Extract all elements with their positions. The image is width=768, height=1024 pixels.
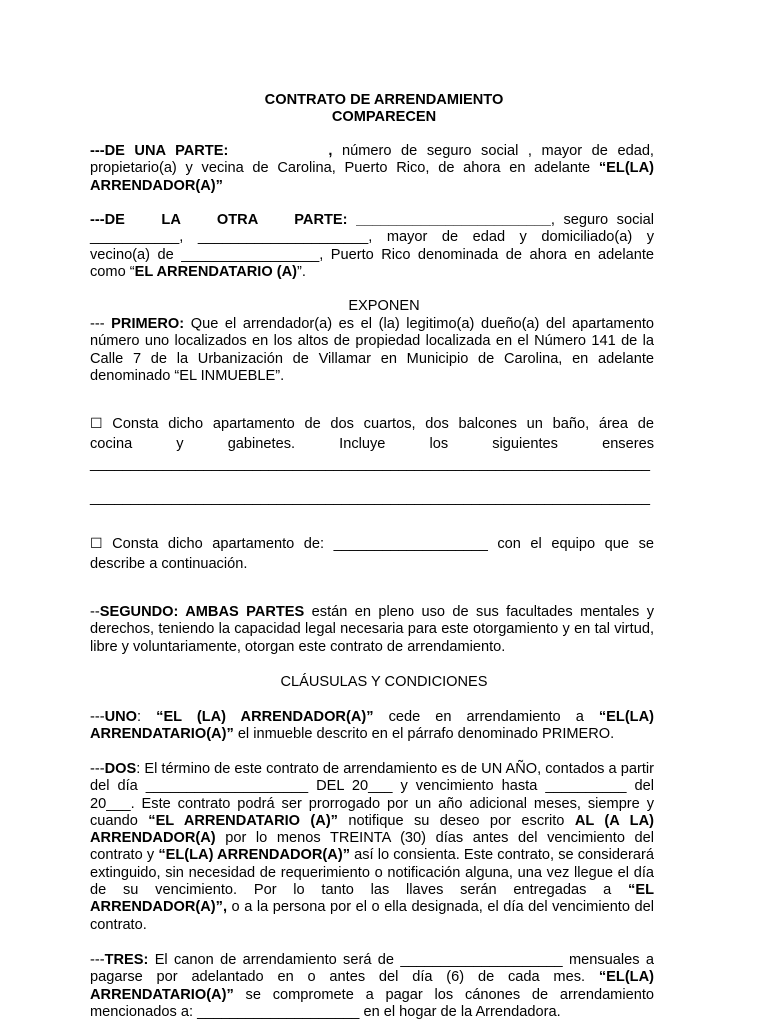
otra-parte-line-1-end: , seguro social [550,212,654,228]
una-parte-text: número de seguro social , mayor de edad, propietario(a) y vecina de Carolina, Puerto Rico, de ahora en adelante [90,143,654,177]
uno-prefix: --- [90,709,105,725]
dos-text-4: así lo consienta. Este contrato, se considerará extinguido, sin necesidad de requerimiento o notificación alguna, una vez llegue el día de su vencimiento. Por lo tanto las llaves serán entregadas a [90,847,655,899]
una-parte-label: ---DE UNA PARTE: [90,143,229,159]
dos-prefix: --- [90,761,105,777]
primero-text: Que el arrendador(a) es el (la) legitimo(a) dueño(a) del apartamento número uno localizados en los altos de propiedad localizada en el Número 141 de la Calle 7 de la Urbanización de Villamar en Municipio de Carolina, en adelante denominado “EL INMUEBLE”. [90,316,654,384]
dos-role-2: AL (A LA) ARRENDADOR(A) [90,812,654,847]
otra-parte-line-3: vecino(a) de _________________, Puerto Rico denominada de ahora en adelante [90,246,654,263]
primero-label: PRIMERO: [111,316,185,332]
una-parte-role: “EL(LA) ARRENDADOR(A)” [90,160,654,194]
otra-parte-name-blank: ________________________ [356,212,551,228]
consta-2-paragraph [90,534,654,574]
consta-1-line-2: cocina y gabinetes. Incluye los siguientes enseres [90,436,654,452]
exponen-heading: EXPONEN [348,298,420,314]
tres-text-1: El canon de arrendamiento será de ____________________ mensuales a pagarse por adelantado en o antes del día (6) de cada mes. [90,952,654,986]
tres-paragraph [90,952,654,1021]
tres-text-2: se compromete a pagar los cánones de arrendamiento mencionados a: ____________________ en el hogar de la Arrendadora. [90,986,654,1020]
segundo-label: SEGUNDO: AMBAS PARTES [99,604,305,620]
uno-paragraph [90,709,654,744]
consta-2-line-2: describe a continuación. [90,556,248,572]
dos-role-3: “EL(LA) ARRENDADOR(A)” [158,847,350,864]
segundo-prefix: -- [90,604,100,620]
consta-1-blank-line-1: _____________________________________________________________________ [90,456,651,472]
consta-1-line-1 [90,414,654,434]
consta-2-text-1: Consta dicho apartamento de: ___________________ con el equipo que se [112,536,654,552]
primero-paragraph [90,316,654,385]
consta-2-line-1 [90,534,654,554]
uno-colon: : [137,709,157,725]
otra-parte-line-2: ___________, _____________________, mayor de edad y domiciliado(a) y [90,229,654,246]
dos-text-2: notifique su deseo por escrito [337,812,575,829]
dos-paragraph [90,761,654,934]
una-parte-paragraph [90,143,654,195]
dos-role-1: “EL ARRENDATARIO (A)” [148,812,338,829]
primero-prefix: --- [90,316,112,332]
uno-text-2: el inmueble descrito en el párrafo denominado PRIMERO. [233,726,615,743]
dos-text-3: por lo menos TREINTA (30) días antes del vencimiento del contrato y [90,830,654,864]
tres-label: TRES: [104,952,149,968]
document-subtitle: COMPARECEN [331,109,437,125]
otra-parte-role: EL ARRENDATARIO (A) [134,263,298,280]
tres-role-1: “EL(LA) ARRENDATARIO(A)” [90,969,654,1003]
otra-parte-paragraph [90,212,654,281]
segundo-paragraph [90,604,654,656]
una-parte-comma: , [328,143,333,159]
consta-1-text-1: Consta dicho apartamento de dos cuartos, dos balcones un baño, área de [112,416,654,432]
checkbox-icon[interactable]: ☐ [90,536,103,552]
dos-label: DOS [104,761,137,777]
otra-parte-line-4-end: ”. [297,263,306,280]
otra-parte-line-4 [90,264,654,281]
tres-prefix: --- [90,952,105,968]
otra-parte-line-1 [90,212,654,229]
dos-role-4: “EL ARRENDADOR(A)”, [90,882,654,916]
clausulas-heading: CLÁUSULAS Y CONDICIONES [280,674,488,690]
segundo-text: están en pleno uso de sus facultades mentales y derechos, teniendo la capacidad legal necesaria para este otorgamiento y en tal virtud, libre y voluntariamente, otorgan este contrato de arrendamiento. [90,604,654,655]
otra-parte-line-4-start: como “ [90,263,135,280]
uno-role-2: “EL(LA) ARRENDATARIO(A)” [90,709,654,743]
dos-text-1: : El término de este contrato de arrendamiento es de UN AÑO, contados a partir del día ____________________ DEL 20___ y vencimiento hasta __________ del 20___. Este contrato podrá ser prorrogado por un año adicional meses, siempre y cuando [90,761,654,829]
uno-role-1: “EL (LA) ARRENDADOR(A)” [156,709,374,725]
uno-text-1: cede en arrendamiento a [373,709,599,725]
consta-1-blank-line-2: _____________________________________________________________________ [90,490,651,506]
otra-parte-label: ---DE LA OTRA PARTE: [90,212,348,228]
uno-label: UNO [104,709,138,725]
checkbox-icon[interactable]: ☐ [90,416,103,432]
dos-text-5: o a la persona por el o ella designada, el día del vencimiento del contrato. [90,899,654,933]
document-title: CONTRATO DE ARRENDAMIENTO [264,92,504,108]
consta-1-paragraph [90,414,654,508]
